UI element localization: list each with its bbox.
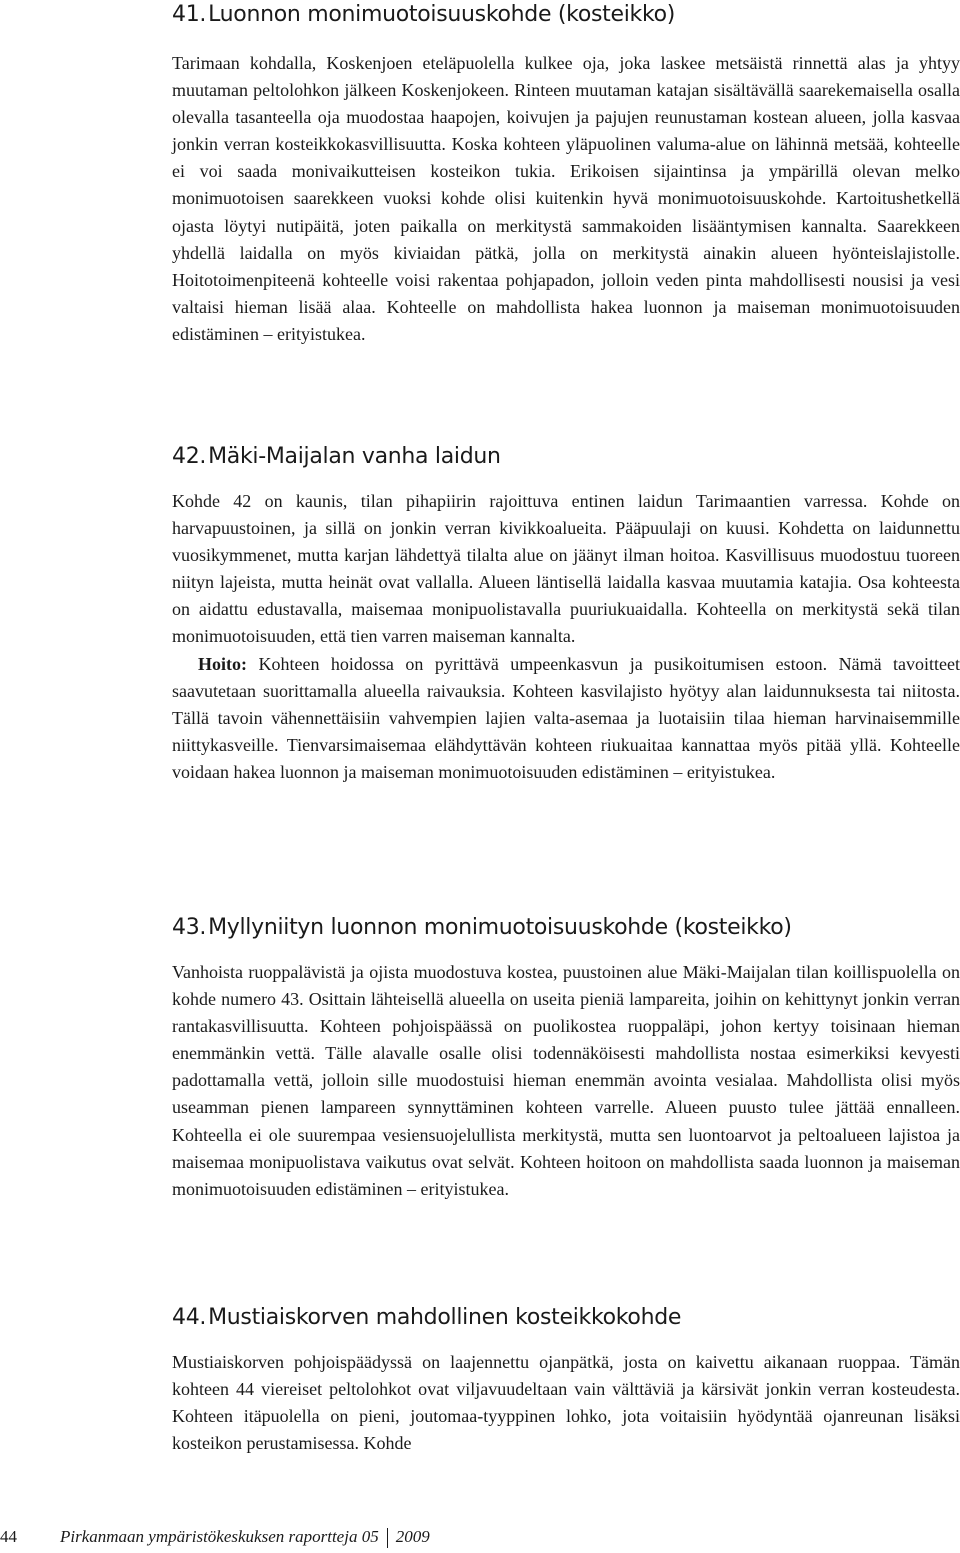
section-42 [172,442,960,786]
hoito-paragraph [172,651,960,786]
section-heading [172,1303,960,1333]
section-heading [172,442,960,472]
page-footer [0,1521,960,1553]
section-heading [172,0,960,30]
page-number: 44 [0,1527,17,1546]
publication-info [60,1521,430,1553]
section-title: Luonnon monimuotoisuuskohde (kosteikko) [208,2,676,27]
section-43 [172,913,960,1203]
section-paragraph: Vanhoista ruoppalävistä ja ojista muodostuva kostea, puustoinen alue Mäki-Maijalan tilan koillispuolella on kohde numero 43. Osittain lähteisellä alueella on useita pieniä lampareita, joihin on kehittynyt jonkin verran rantakasvillisuutta. Kohteen pohjoispäässä on puolikostea ruoppaläpi, johon kertyy toisinaan hieman enemmänkin vettä. Tälle alavalle osalle olisi todennäköisesti mahdollista nostaa esimerkiksi kevyesti padottamalla vettä, jolloin sille muodostuisi hieman enemmän avointa vesialaa. Mahdollista olisi myös useamman pienen lampareen synnyttäminen kohteen varrelle. Alueen puusto tulee jättää ennalleen. Kohteella ei ole suurempaa vesiensuojelullista merkitystä, mutta sen luontoarvot ja peltoalueen lajistoa ja maisemaa monipuolistava vaikutus ovat selvät. Kohteen hoitoon on mahdollista saada luonnon ja maiseman monimuotoisuuden edistäminen – erityistukea. [172,962,960,1199]
footer-divider [387,1528,388,1548]
publication-year: 2009 [395,1527,430,1546]
section-number: 44. [172,1305,207,1330]
section-number: 42. [172,444,207,469]
section-paragraph: Kohde 42 on kaunis, tilan pihapiirin rajoittuva entinen laidun Tarimaantien varressa. Kohde on harvapuustoinen, ja sillä on jonkin verran kivikkoalueita. Pääpuulaji on kuusi. Kohdetta on laidunnettu vuosikymmenet, mutta karjan lähdettyä tilalta alue on jäänyt ilman hoitoa. Kasvillisuus muodostuu tuoreen niityn lajeista, mutta heinät ovat vallalla. Alueen läntisellä laidalla kasvaa muutamia katajia. Osa kohteesta on aidattu edustavalla, maisemaa monipuolistavalla puuriukuaidalla. Kohteella on merkitystä sekä tilan monimuotoisuuden, että tien varren maiseman kannalta. [172,491,960,647]
section-title: Myllyniityn luonnon monimuotoisuuskohde (kosteikko) [208,915,792,940]
section-paragraph: Tarimaan kohdalla, Koskenjoen eteläpuolella kulkee oja, joka laskee metsäistä rinnettä alas ja yhtyy muutaman peltolohkon jälkeen Koskenjokeen. Rinteen muutaman katajan sisältävällä saarekemaisella osalla olevalla tasanteella oja muodostaa haapojen, koivujen ja pajujen reunustaman kostean alueen, jolla kasvaa jonkin verran kosteikkokasvillisuutta. Koska kohteen yläpuolinen valuma-alue on lähinnä metsää, kohteelle ei voi saada monivaikutteisen kosteikon tukia. Erikoisen sijaintinsa ja ympärillä olevan melko monimuotoisen saarekkeen vuoksi kohde olisi kuitenkin hyvä monimuotoisuuskohde. Kartoitushetkellä ojasta löytyi nutipäitä, joten paikalla on merkitystä sammakoiden lisääntymisen kannalta. Saarekkeen yhdellä laidalla on myös kiviaidan pätkä, jolla on merkitystä ainakin alueen hyönteislajistolle. Hoitotoimenpiteenä kohteelle voisi rakentaa pohjapadon, jolloin veden pinta mahdollisesti nousisi ja vesi valtaisi hieman lisää alaa. Kohteelle on mahdollista hakea luonnon ja maiseman monimuotoisuuden edistäminen – erityistukea. [172,53,960,344]
section-44 [172,1303,960,1457]
hoito-label: Hoito: [198,653,247,674]
section-41 [172,0,960,348]
publication-title: Pirkanmaan ympäristökeskuksen raportteja 05 [60,1527,379,1546]
section-paragraph: Mustiaiskorven pohjoispäädyssä on laajennettu ojanpätkä, josta on kaivettu aikanaan ruoppaa. Tämän kohteen 44 viereiset peltolohkot ovat viljavuudeltaan vain välttäviä ja kärsivät jonkin verran kosteudesta. Kohteen itäpuolella on pieni, joutomaa-tyyppinen lohko, jota voitaisiin hyödyntää ojanreunan lisäksi kosteikon perustamisessa. Kohde [172,1352,960,1454]
section-title: Mustiaiskorven mahdollinen kosteikkokohde [208,1305,682,1330]
section-heading [172,913,960,943]
hoito-text: Kohteen hoidossa on pyrittävä umpeenkasvun ja pusikoitumisen estoon. Nämä tavoitteet saavutetaan suorittamalla alueella raivauksia. Kohteen kasvilajisto hyötyy alan laidunnuksesta tai niitosta. Tällä tavoin vähennettäisiin vahvempien lajien valta-asemaa ja luotaisiin tilaa hieman harvinaisemmille niittykasveille. Tienvarsimaisemaa elähdyttävän kohteen riukuaitaa kannattaa myös pitää yllä. Kohteelle voidaan hakea luonnon ja maiseman monimuotoisuuden edistäminen – erityistukea. [172,653,960,782]
section-title: Mäki-Maijalan vanha laidun [208,444,501,469]
section-number: 43. [172,915,207,940]
section-number: 41. [172,2,207,27]
